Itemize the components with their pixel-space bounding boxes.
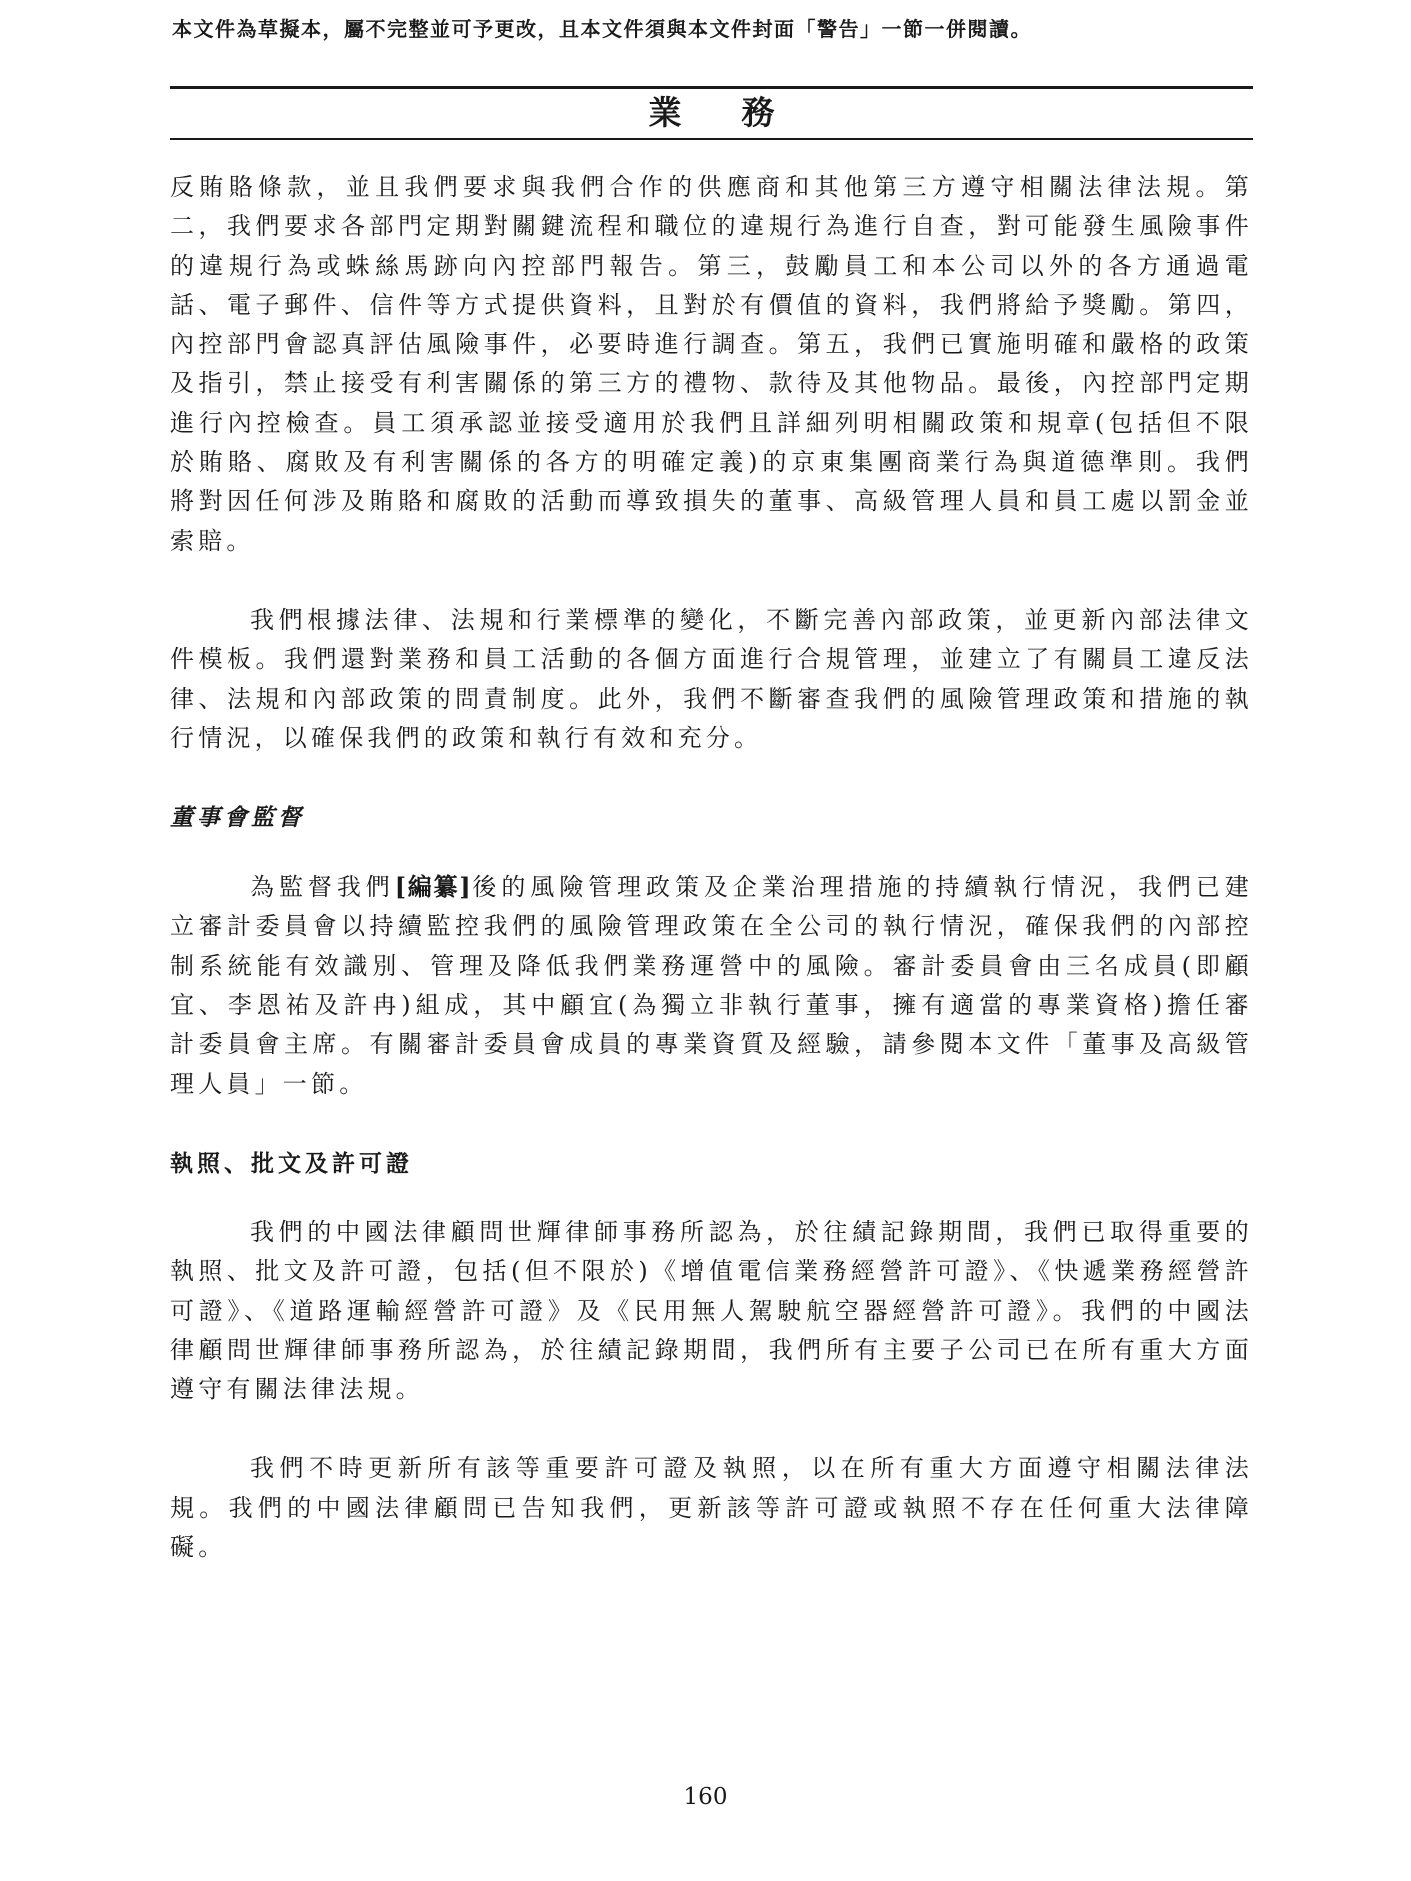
page-number: 160 bbox=[683, 1784, 728, 1810]
paragraph-audit-committee bbox=[170, 867, 1253, 1104]
paragraph-license-renewal: 我們不時更新所有該等重要許可證及執照，以在所有重大方面遵守相關法律法規。我們的中國法律顧問已告知我們，更新該等許可證或執照不存在任何重大法律障礙。 bbox=[170, 1454, 1253, 1562]
paragraph-audit-committee-rest: 後的風險管理政策及企業治理措施的持續執行情況，我們已建立審計委員會以持續監控我們的風險管理政策在全公司的執行情況，確保我們的內部控制系統能有效識別、管理及降低我們業務運營中的風險。審計委員會由三名成員(即顧宜、李恩祐及許冉)組成，其中顧宜(為獨立非執行董事，擁有適當的專業資格)擔任審計委員會主席。有關審計委員會成員的專業資質及經驗，請參閱本文件「董事及高級管理人員」一節。 bbox=[170, 873, 1253, 1098]
paragraph-anti-bribery: 反賄賂條款，並且我們要求與我們合作的供應商和其他第三方遵守相關法律法規。第二，我們要求各部門定期對關鍵流程和職位的違規行為進行自查，對可能發生風險事件的違規行為或蛛絲馬跡向內控部門報告。第三，鼓勵員工和本公司以外的各方通過電話、電子郵件、信件等方式提供資料，且對於有價值的資料，我們將給予獎勵。第四，內控部門會認真評估風險事件，必要時進行調查。第五，我們已實施明確和嚴格的政策及指引，禁止接受有利害關係的第三方的禮物、款待及其他物品。最後，內控部門定期進行內控檢查。員工須承認並接受適用於我們且詳細列明相關政策和規章(包括但不限於賄賂、腐敗及有利害關係的各方的明確定義)的京東集團商業行為與道德準則。我們將對因任何涉及賄賂和腐敗的活動而導致損失的董事、高級管理人員和員工處以罰金並索賠。 bbox=[170, 173, 1253, 555]
paragraph-audit-committee-lead: 為監督我們 bbox=[250, 873, 395, 902]
draft-disclaimer: 本文件為草擬本，屬不完整並可予更改，且本文件須與本文件封面「警告」一節一併閱讀。 bbox=[172, 17, 1032, 41]
heading-board-oversight: 董事會監督 bbox=[170, 804, 305, 832]
header-bottom-rule bbox=[170, 138, 1253, 140]
document-body bbox=[170, 168, 1253, 1567]
redacted-marker: [編纂] bbox=[394, 872, 472, 902]
paragraph-legal-opinion: 我們的中國法律顧問世輝律師事務所認為，於往績記錄期間，我們已取得重要的執照、批文及許可證，包括(但不限於)《增值電信業務經營許可證》、《快遞業務經營許可證》、《道路運輸經營許可證》及《民用無人駕駛航空器經營許可證》。我們的中國法律顧問世輝律師事務所認為，於往績記錄期間，我們所有主要子公司已在所有重大方面遵守有關法律法規。 bbox=[170, 1217, 1253, 1404]
header-top-rule bbox=[170, 86, 1253, 89]
section-title: 業務 bbox=[648, 93, 835, 132]
paragraph-internal-policy: 我們根據法律、法規和行業標準的變化，不斷完善內部政策，並更新內部法律文件模板。我們還對業務和員工活動的各個方面進行合規管理，並建立了有關員工違反法律、法規和內部政策的問責制度。此外，我們不斷審查我們的風險管理政策和措施的執行情況，以確保我們的政策和執行有效和充分。 bbox=[170, 605, 1253, 752]
heading-licenses: 執照、批文及許可證 bbox=[170, 1149, 413, 1177]
